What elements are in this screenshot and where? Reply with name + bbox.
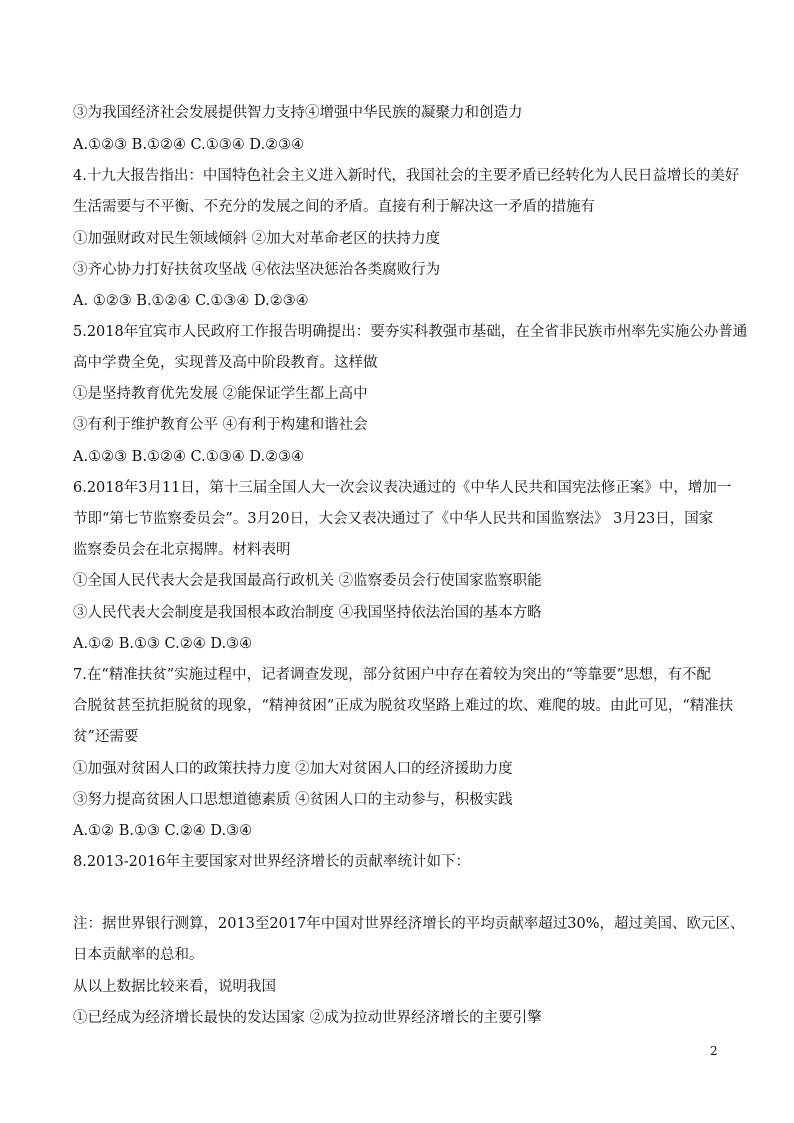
text-line: ③有利于维护教育公平 ④有利于构建和谐社会: [73, 417, 368, 433]
text-line: ③人民代表大会制度是我国根本政治制度 ④我国坚持依法治国的基本方略: [73, 605, 542, 621]
text-line: ③为我国经济社会发展提供智力支持④增强中华民族的凝聚力和创造力: [73, 105, 523, 121]
page-number: 2: [710, 1044, 718, 1058]
question-4-stem: 4.十九大报告指出：中国特色社会主义进入新时代，我国社会的主要矛盾已经转化为人民日益增长的美好: [73, 168, 740, 184]
text-line: ①加强财政对民生领域倾斜 ②加大对革命老区的扶持力度: [73, 231, 441, 247]
question-7-stem: 7.在“精准扶贫”实施过程中，记者调查发现，部分贫困户中存在着较为突出的“等靠要”思想，有不配: [73, 667, 711, 683]
text-line: ①加强对贫困人口的政策扶持力度 ②加大对贫困人口的经济援助力度: [73, 761, 513, 777]
text-line: 生活需要与不平衡、不充分的发展之间的矛盾。直接有利于解决这一矛盾的措施有: [73, 199, 595, 215]
note-text: 注：据世界银行测算，2013至2017年中国对世界经济增长的平均贡献率超过30%，超过美国、欧元区、: [73, 916, 745, 932]
text-line: 贫”还需要: [73, 729, 139, 745]
text-line: ①全国人民代表大会是我国最高行政机关 ②监察委员会行使国家监察职能: [73, 573, 542, 589]
text-line: ①已经成为经济增长最快的发达国家 ②成为拉动世界经济增长的主要引擎: [73, 1010, 542, 1026]
answer-options: A.①② B.①③ C.②④ D.③④: [73, 823, 253, 839]
answer-options: A. ①②③ B.①②④ C.①③④ D.②③④: [73, 293, 309, 309]
answer-options: A.①②③ B.①②④ C.①③④ D.②③④: [73, 137, 305, 153]
text-line: ①是坚持教育优先发展 ②能保证学生都上高中: [73, 386, 368, 402]
text-line: 高中学费全免，实现普及高中阶段教育。这样做: [73, 355, 378, 371]
text-line: ③努力提高贫困人口思想道德素质 ④贫困人口的主动参与，积极实践: [73, 792, 513, 808]
text-line: 节即“第七节监察委员会”。3月20日，大会又表决通过了《中华人民共和国监察法》 3月23日，国家: [73, 511, 714, 527]
answer-options: A.①②③ B.①②④ C.①③④ D.②③④: [73, 449, 305, 465]
text-line: ③齐心协力打好扶贫攻坚战 ④依法坚决惩治各类腐败行为: [73, 262, 441, 278]
question-8-stem: 8.2013-2016年主要国家对世界经济增长的贡献率统计如下：: [73, 854, 471, 870]
question-5-stem: 5.2018年宜宾市人民政府工作报告明确提出：要夯实科教强市基础，在全省非民族市州率先实施公办普通: [73, 324, 748, 340]
text-line: 监察委员会在北京揭牌。材料表明: [73, 542, 291, 558]
text-line: 从以上数据比较来看，说明我国: [73, 979, 276, 995]
text-line: 合脱贫甚至抗拒脱贫的现象，“精神贫困”正成为脱贫攻坚路上难过的坎、难爬的坡。由此可见，“精准扶: [73, 698, 734, 714]
answer-options: A.①② B.①③ C.②④ D.③④: [73, 636, 253, 652]
text-line: 日本贡献率的总和。: [73, 947, 204, 963]
question-6-stem: 6.2018年3月11日，第十三届全国人大一次会议表决通过的《中华人民共和国宪法修正案》中，增加一: [73, 480, 732, 496]
